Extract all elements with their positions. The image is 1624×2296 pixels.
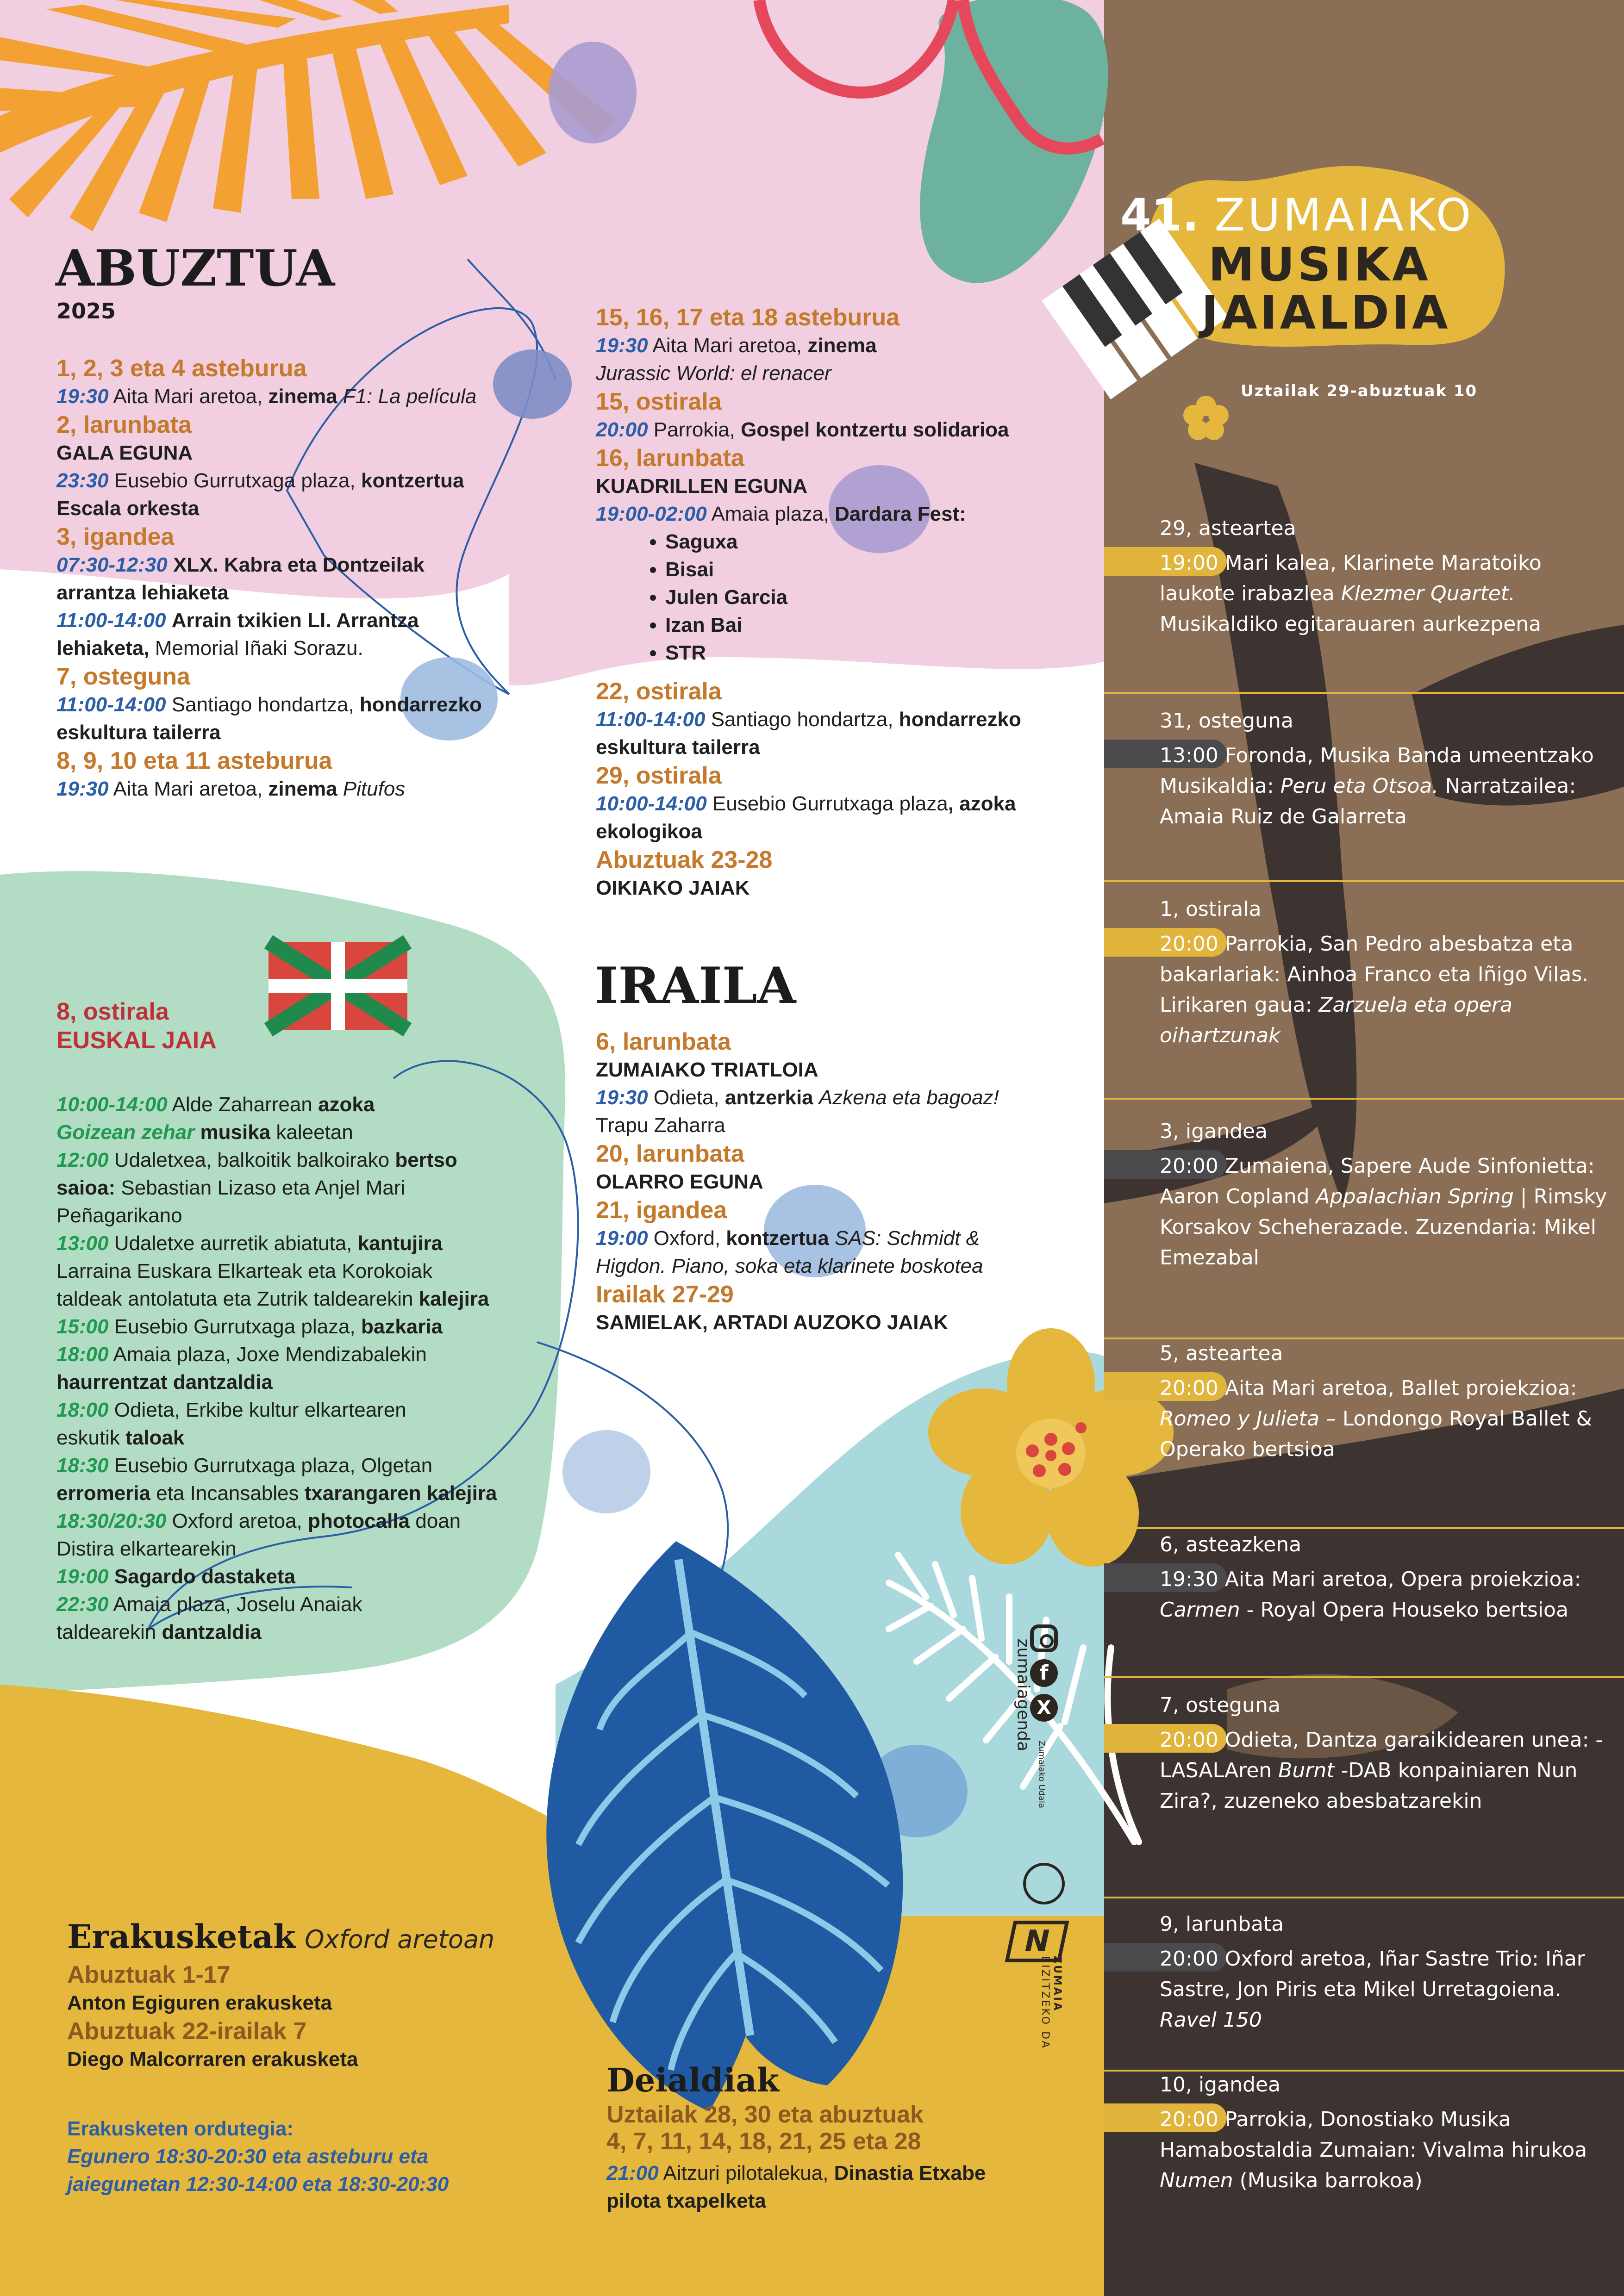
instagram-icon[interactable] bbox=[1030, 1624, 1058, 1652]
zumaia-text: ZUMAIA BIZITZEKO DA bbox=[1039, 1956, 1063, 2050]
festival-title-musika: MUSIKA bbox=[1208, 237, 1431, 292]
event-line: 19:30 Odieta, antzerkia Azkena eta bagoaz! bbox=[596, 1086, 999, 1109]
event-line: pilota txapelketa bbox=[606, 2190, 766, 2212]
event-line: 11:00-14:00 Santiago hondartza, hondarrezko bbox=[596, 708, 1021, 731]
event-date: 15, 16, 17 eta 18 asteburua bbox=[596, 304, 900, 331]
schedule-text: 13:00 Foronda, Musika Banda umeentzako Musikaldia: Peru eta Otsoa. Narratzailea: Amaia Ruiz de Galarreta bbox=[1160, 744, 1594, 828]
event-line: taldearekin dantzaldia bbox=[56, 1621, 262, 1643]
event-title: OIKIAKO JAIAK bbox=[596, 877, 750, 899]
schedule-text: 20:00 Parrokia, Donostiako Musika Hamabostaldia Zumaian: Vivalma hirukoa Numen (Musika barrokoa) bbox=[1160, 2108, 1587, 2192]
event-date: 29, ostirala bbox=[596, 762, 722, 789]
event-line: 07:30-12:30 XLX. Kabra eta Dontzeilak bbox=[56, 554, 425, 576]
exhibit-date: Abuztuak 22-irailak 7 bbox=[67, 2018, 307, 2045]
section-title: Erakusketak Oxford aretoan bbox=[67, 1917, 495, 1956]
festival-title-jaialdia: JAIALDIA bbox=[1201, 286, 1451, 340]
event-line: Jurassic World: el renacer bbox=[596, 362, 831, 385]
festival-title-line1 bbox=[1120, 190, 1583, 241]
event-date: 1, 2, 3 eta 4 asteburua bbox=[56, 355, 307, 382]
schedule-day: 10, igandea bbox=[1160, 2073, 1280, 2097]
schedule-text: 20:00 Odieta, Dantza garaikidearen unea: -LASALAren Burnt -DAB konpainiaren Nun Zira?, zuzeneko abesbatzarekin bbox=[1160, 1728, 1603, 1813]
schedule-entry bbox=[1104, 2071, 1624, 2256]
event-line: erromeria eta Incansables txarangaren kalejira bbox=[56, 1482, 497, 1505]
event-line: eskultura tailerra bbox=[56, 721, 221, 744]
event-date: 20, larunbata bbox=[596, 1140, 744, 1167]
event-date: 21, igandea bbox=[596, 1197, 727, 1224]
event-line: eskutik taloak bbox=[56, 1426, 185, 1449]
event-title: KUADRILLEN EGUNA bbox=[596, 475, 808, 498]
event-line: 19:30 Aita Mari aretoa, zinema Pitufos bbox=[56, 778, 406, 800]
event-title: OLARRO EGUNA bbox=[596, 1170, 763, 1193]
schedule-day: 29, asteartea bbox=[1160, 516, 1296, 540]
schedule-entry bbox=[1104, 1910, 1624, 2068]
schedule-text: 20:00 Oxford aretoa, Iñar Sastre Trio: Iñar Sastre, Jon Piris eta Mikel Urretagoiena. Ravel 150 bbox=[1160, 1947, 1585, 2032]
exhibit-title: Anton Egiguren erakusketa bbox=[67, 1991, 332, 2014]
event-title: GALA EGUNA bbox=[56, 442, 193, 464]
event-line: Higdon. Piano, soka eta klarinete boskotea bbox=[596, 1255, 983, 1277]
schedule-divider bbox=[1104, 880, 1624, 882]
event-line: 18:00 Amaia plaza, Joxe Mendizabalekin bbox=[56, 1343, 427, 1366]
schedule-text: 19:00 Mari kalea, Klarinete Maratoiko laukote irabazlea Klezmer Quartet. Musikaldiko egitarauaren aurkezpena bbox=[1160, 551, 1542, 636]
year-label: 2025 bbox=[56, 299, 116, 324]
left-events bbox=[56, 354, 575, 803]
section-title: Deialdiak bbox=[606, 2061, 780, 2099]
event-date: 3, igandea bbox=[56, 523, 175, 550]
event-line: 21:00 Aitzuri pilotalekua, Dinastia Etxabe bbox=[606, 2162, 986, 2184]
udala-label: Zumaiako Udala bbox=[1037, 1740, 1047, 1809]
event-line: 18:30/20:30 Oxford aretoa, photocalla doan bbox=[56, 1510, 461, 1532]
list-item: • Bisai bbox=[665, 556, 1100, 584]
schedule-divider bbox=[1104, 1338, 1624, 1339]
month-title-iraila: IRAILA bbox=[595, 957, 796, 1015]
schedule-text: 20:00 Parrokia, San Pedro abesbatza eta bakarlariak: Ainhoa Franco eta Iñigo Vilas. Lirikaren gaua: Zarzuela eta opera oihartzunak bbox=[1160, 932, 1589, 1047]
event-line: Distira elkartearekin bbox=[56, 1537, 237, 1560]
event-line: Trapu Zaharra bbox=[596, 1114, 725, 1137]
event-line: 11:00-14:00 Arrain txikien LI. Arrantza bbox=[56, 609, 419, 632]
list-item: • Izan Bai bbox=[665, 611, 1100, 639]
festival-name-zumaiako: ZUMAIAKO bbox=[1214, 189, 1474, 241]
event-line: 22:30 Amaia plaza, Joselu Anaiak bbox=[56, 1593, 362, 1616]
schedule-divider bbox=[1104, 1527, 1624, 1529]
event-line: 23:30 Eusebio Gurrutxaga plaza, kontzertua bbox=[56, 469, 464, 492]
event-line: 18:00 Odieta, Erkibe kultur elkartearen bbox=[56, 1399, 406, 1421]
event-line: haurrentzat dantzaldia bbox=[56, 1371, 273, 1394]
euskal-jaia bbox=[56, 997, 575, 1646]
schedule-day: 9, larunbata bbox=[1160, 1912, 1284, 1936]
event-line: ekologikoa bbox=[596, 820, 702, 843]
schedule-day: 6, asteazkena bbox=[1160, 1533, 1302, 1556]
festival-dates: Uztailak 29-abuztuak 10 bbox=[1241, 382, 1478, 400]
event-line: 13:00 Udaletxe aurretik abiatuta, kantujira bbox=[56, 1232, 443, 1255]
schedule-day: 7, osteguna bbox=[1160, 1693, 1280, 1717]
event-line: 15:00 Eusebio Gurrutxaga plaza, bazkaria bbox=[56, 1315, 443, 1338]
festival-logo bbox=[1120, 189, 1583, 340]
schedule-entry bbox=[1104, 1340, 1624, 1525]
schedule-entry bbox=[1104, 515, 1624, 691]
event-date: 4, 7, 11, 14, 18, 21, 25 eta 28 bbox=[606, 2128, 921, 2155]
event-line: arrantza lehiaketa bbox=[56, 581, 229, 604]
list-item: • Saguxa bbox=[665, 528, 1100, 556]
event-line: eskultura tailerra bbox=[596, 736, 760, 759]
lineup-list bbox=[596, 528, 1100, 667]
event-line: 12:00 Udaletxea, balkoitik balkoirako bertso bbox=[56, 1149, 457, 1171]
schedule-entry bbox=[1104, 896, 1624, 1095]
event-line: 19:00 Oxford, kontzertua SAS: Schmidt & bbox=[596, 1227, 980, 1250]
schedule-entry bbox=[1104, 1692, 1624, 1895]
deialdiak-section bbox=[606, 2060, 1069, 2215]
event-line: 10:00-14:00 Eusebio Gurrutxaga plaza, azoka bbox=[596, 792, 1016, 815]
schedule-text: 19:30 Aita Mari aretoa, Opera proiekzioa: Carmen - Royal Opera Houseko bertsioa bbox=[1160, 1568, 1581, 1622]
event-date: 2, larunbata bbox=[56, 411, 192, 438]
event-date: 22, ostirala bbox=[596, 678, 722, 705]
event-date: 16, larunbata bbox=[596, 445, 744, 472]
month-title-abuztua: ABUZTUA bbox=[56, 239, 335, 298]
facebook-icon[interactable]: f bbox=[1030, 1659, 1058, 1687]
x-icon[interactable]: X bbox=[1030, 1694, 1058, 1722]
event-date: Uztailak 28, 30 eta abuztuak bbox=[606, 2101, 924, 2128]
zumaia-n-icon: N bbox=[1005, 1921, 1069, 1962]
schedule-day: 3, igandea bbox=[1160, 1120, 1268, 1143]
event-title: ZUMAIAKO TRIATLOIA bbox=[596, 1058, 818, 1081]
event-line: 19:30 Aita Mari aretoa, zinema bbox=[596, 334, 877, 357]
schedule-divider bbox=[1104, 1098, 1624, 1100]
event-date: Abuztuak 23-28 bbox=[596, 846, 773, 873]
erakusketak-section bbox=[67, 1916, 576, 2198]
list-item: • Julen Garcia bbox=[665, 584, 1100, 611]
event-line: 20:00 Parrokia, Gospel kontzertu solidarioa bbox=[596, 418, 1009, 441]
event-date: 7, osteguna bbox=[56, 663, 190, 690]
event-line: saioa: Sebastian Lizaso eta Anjel Mari bbox=[56, 1176, 406, 1199]
event-line: Goizean zehar musika kaleetan bbox=[56, 1121, 353, 1144]
exhibit-date: Abuztuak 1-17 bbox=[67, 1961, 231, 1988]
mid-events bbox=[596, 303, 1100, 902]
event-line: 11:00-14:00 Santiago hondartza, hondarrezko bbox=[56, 693, 482, 716]
event-title: EUSKAL JAIA bbox=[56, 1027, 217, 1054]
event-line: 10:00-14:00 Alde Zaharrean azoka bbox=[56, 1093, 375, 1116]
schedule-divider bbox=[1104, 1676, 1624, 1678]
schedule-text: 20:00 Aita Mari aretoa, Ballet proiekzioa: Romeo y Julieta – Londongo Royal Ballet & Operako bertsioa bbox=[1160, 1376, 1592, 1461]
schedule-day: 1, ostirala bbox=[1160, 897, 1262, 921]
event-date: 6, larunbata bbox=[596, 1028, 731, 1055]
festival-number: 41. bbox=[1120, 189, 1199, 241]
event-line: lehiaketa, Memorial Iñaki Sorazu. bbox=[56, 637, 363, 660]
event-line: Larraina Euskara Elkarteak eta Korokoiak bbox=[56, 1260, 432, 1282]
exhibit-title: Diego Malcorraren erakusketa bbox=[67, 2048, 358, 2071]
iraila-events bbox=[596, 1027, 1100, 1337]
schedule-text: 20:00 Zumaiena, Sapere Aude Sinfonietta: Aaron Copland Appalachian Spring | Rimsky Korsakov Scheherazade. Zuzendaria: Mikel Emezabal bbox=[1160, 1154, 1607, 1269]
event-line: taldeak antolatuta eta Zutrik taldearekin kalejira bbox=[56, 1288, 489, 1310]
event-date: 15, ostirala bbox=[596, 388, 722, 415]
zumaia-logo bbox=[1005, 1921, 1069, 2060]
social-handle: zumaiagenda bbox=[1013, 1638, 1033, 1752]
event-date: 8, ostirala bbox=[56, 998, 169, 1025]
event-title: SAMIELAK, ARTADI AUZOKO JAIAK bbox=[596, 1311, 949, 1334]
event-line: 19:30 Aita Mari aretoa, zinema F1: La película bbox=[56, 385, 477, 408]
event-line: Escala orkesta bbox=[56, 497, 200, 520]
schedule-day: 31, osteguna bbox=[1160, 709, 1293, 733]
hours-line: Egunero 18:30-20:30 eta asteburu eta bbox=[67, 2145, 429, 2168]
event-line: 18:30 Eusebio Gurrutxaga plaza, Olgetan bbox=[56, 1454, 433, 1477]
event-date: 8, 9, 10 eta 11 asteburua bbox=[56, 747, 332, 774]
event-date: Irailak 27-29 bbox=[596, 1281, 734, 1308]
hours-title: Erakusketen ordutegia: bbox=[67, 2117, 294, 2140]
schedule-entry bbox=[1104, 1531, 1624, 1674]
schedule-day: 5, asteartea bbox=[1160, 1342, 1283, 1365]
event-line: 19:00-02:00 Amaia plaza, Dardara Fest: bbox=[596, 503, 966, 525]
list-item: • STR bbox=[665, 639, 1100, 667]
schedule-divider bbox=[1104, 1897, 1624, 1898]
schedule-entry bbox=[1104, 1118, 1624, 1335]
event-line: 19:00 Sagardo dastaketa bbox=[56, 1565, 296, 1588]
event-line: Peñagarikano bbox=[56, 1204, 182, 1227]
schedule-entry bbox=[1104, 707, 1624, 878]
seal-icon bbox=[1023, 1863, 1065, 1904]
schedule-divider bbox=[1104, 692, 1624, 694]
hours-line: jaiegunetan 12:30-14:00 eta 18:30-20:30 bbox=[67, 2173, 449, 2196]
